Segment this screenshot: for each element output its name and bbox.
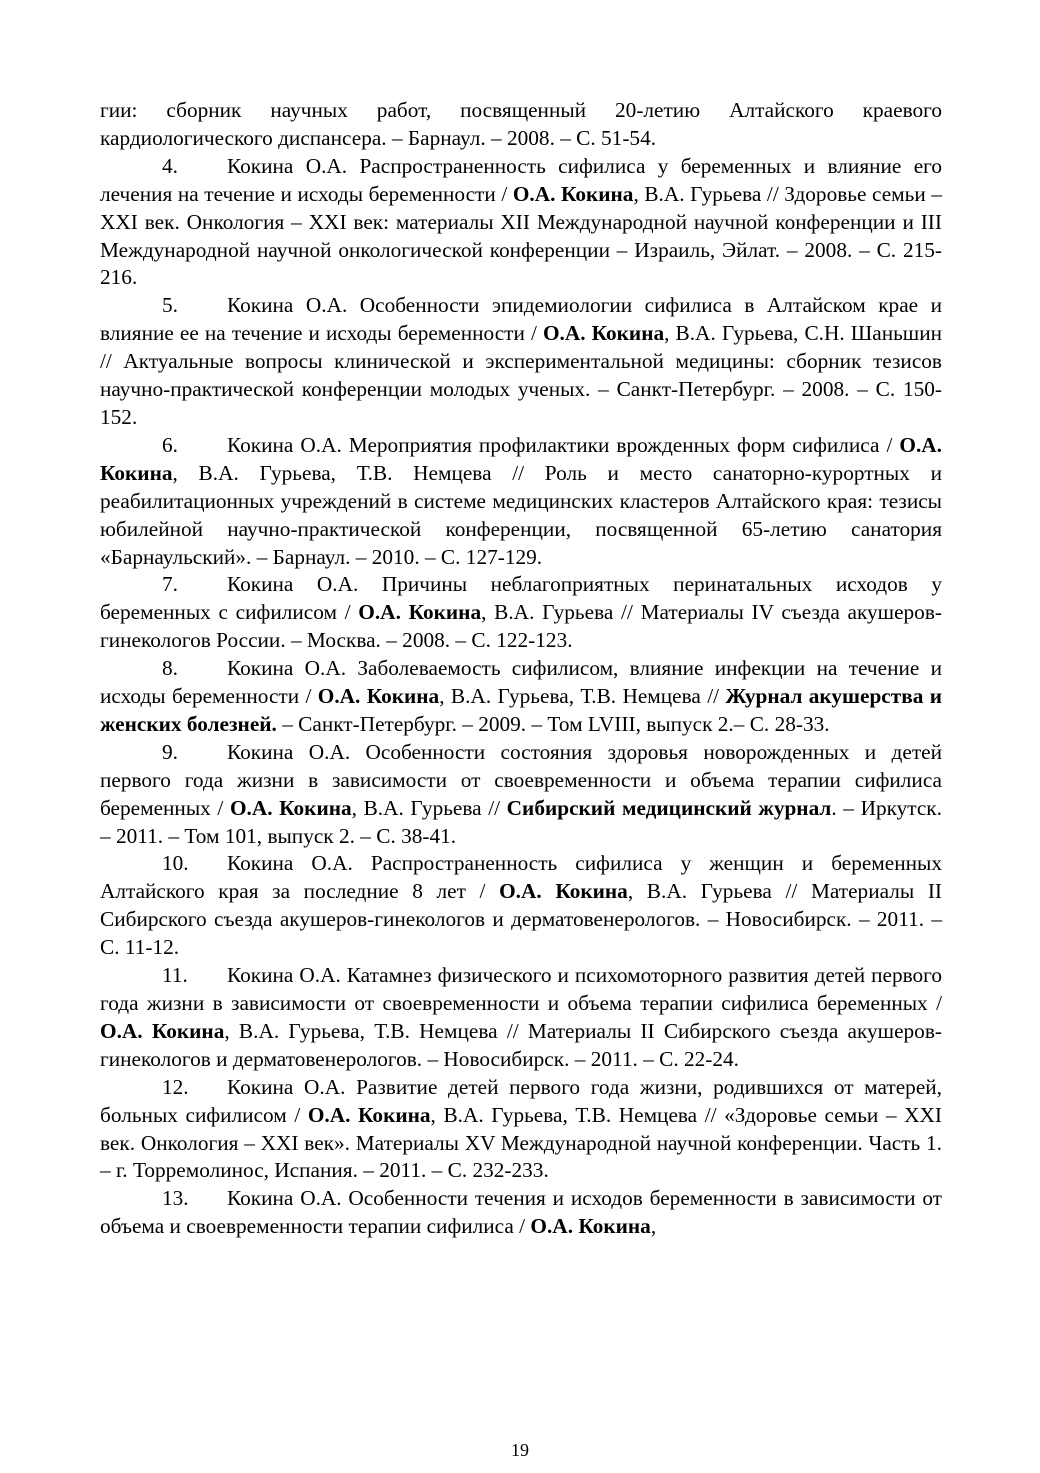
reference-bold-text: О.А. Кокина [512, 181, 634, 206]
reference-text: Кокина О.А. Заболеваемость сифилисом, влияние инфекции на течение и исходы беременности / [100, 656, 942, 709]
reference-bold-text: О.А. Кокина [100, 1018, 225, 1043]
references-list [100, 97, 942, 1241]
reference-number: 8. [162, 656, 178, 681]
reference-text: . – Иркутск. – 2011. – Том 101, выпуск 2. – С. 38-41. [100, 795, 942, 848]
reference-number: 9. [162, 739, 178, 764]
reference-text: , В.А. Гурьева, Т.В. Немцева // Материалы II Сибирского съезда акушеров-гинекологов и дерматовенерологов. – Новосибирск. – 2011. – С. 22-24. [100, 1018, 942, 1071]
reference-text: – Санкт-Петербург. – 2009. – Том LVIII, выпуск 2.– С. 28-33. [276, 711, 830, 736]
reference-entry [100, 432, 942, 572]
reference-bold-text: Сибирский медицинский журнал [506, 795, 832, 820]
reference-text: , В.А. Гурьева // Здоровье семьи – XXI век. Онкология – XXI век: материалы XII Международной научной конференции и III Международной научной онкологической конференции – Израиль, Эйлат. – 2008. – С. 215-216. [100, 181, 942, 290]
reference-number: 11. [162, 963, 188, 988]
reference-text: , В.А. Гурьева, Т.В. Немцева // «Здоровье семьи – XXI век. Онкология – XXI век». Материалы XV Международной научной конференции. Часть 1. – г. Торремолинос, Испания. – 2011. – С. 232-233. [100, 1102, 942, 1183]
reference-text: , [650, 1214, 657, 1239]
reference-entry [100, 655, 942, 739]
reference-number: 12. [162, 1074, 189, 1099]
reference-number: 13. [162, 1186, 189, 1211]
reference-entry [100, 962, 942, 1074]
reference-text: , В.А. Гурьева, Т.В. Немцева // Роль и место санаторно-курортных и реабилитационных учреждений в системе медицинских кластеров Алтайского края: тезисы юбилейной научно-практической конференции, посвященной 65-летию санатория «Барнаульский». – Барнаул. – 2010. – С. 127-129. [100, 460, 942, 569]
reference-text: Кокина О.А. Развитие детей первого года жизни, родившихся от матерей, больных сифилисом / [100, 1074, 942, 1127]
reference-entry [100, 1185, 942, 1241]
reference-bold-text: О.А. Кокина [229, 795, 352, 820]
reference-bold-text: О.А. Кокина [358, 600, 482, 625]
continuation-paragraph: гии: сборник научных работ, посвященный 20-летию Алтайского краевого кардиологического диспансера. – Барнаул. – 2008. – С. 51-54. [100, 98, 942, 150]
reference-text: Кокина О.А. Катамнез физического и психомоторного развития детей первого года жизни в зависимости от своевременности и объема терапии сифилиса беременных / [100, 963, 942, 1015]
reference-number: 7. [162, 572, 178, 597]
reference-entry [100, 1074, 942, 1186]
reference-text: , В.А. Гурьева, С.Н. Шаньшин // Актуальные вопросы клинической и экспериментальной медицины: сборник тезисов научно-практической конференции молодых ученых. – Санкт-Петербург. – 2008. – С. 150-152. [100, 321, 942, 429]
reference-bold-text: О.А. Кокина [542, 321, 665, 346]
reference-bold-text: О.А. Кокина [100, 432, 942, 485]
reference-number: 5. [162, 293, 178, 318]
reference-text: Кокина О.А. Причины неблагоприятных перинатальных исходов у беременных с сифилисом / [100, 572, 942, 625]
reference-number: 10. [162, 851, 189, 876]
reference-bold-text: Журнал акушерства и женских болезней. [100, 684, 942, 736]
reference-number: 4. [162, 153, 178, 178]
reference-text: , В.А. Гурьева // [351, 795, 507, 820]
reference-entry [100, 850, 942, 962]
reference-text: Кокина О.А. Распространенность сифилиса у беременных и влияние его лечения на течение и исходы беременности / [100, 153, 942, 206]
reference-text: , В.А. Гурьева, Т.В. Немцева // [439, 684, 726, 709]
entries-container [100, 153, 942, 1241]
page-number: 19 [511, 1440, 529, 1460]
reference-entry [100, 739, 942, 851]
reference-text: Кокина О.А. Распространенность сифилиса у женщин и беременных Алтайского края за последние 8 лет / [100, 851, 942, 904]
reference-entry [100, 571, 942, 655]
reference-bold-text: О.А. Кокина [530, 1214, 651, 1239]
reference-text: Кокина О.А. Особенности эпидемиологии сифилиса в Алтайском крае и влияние ее на течение и исходы беременности / [100, 293, 942, 346]
reference-text: , В.А. Гурьева // Материалы II Сибирского съезда акушеров-гинекологов и дерматовенерологов. – Новосибирск. – 2011. – С. 11-12. [100, 879, 943, 960]
reference-text: , В.А. Гурьева // Материалы IV съезда акушеров-гинекологов России. – Москва. – 2008. – С. 122-123. [100, 600, 942, 653]
reference-number: 6. [162, 432, 178, 457]
reference-bold-text: О.А. Кокина [307, 1102, 431, 1127]
reference-text: Кокина О.А. Особенности течения и исходов беременности в зависимости от объема и своевременности терапии сифилиса / [100, 1186, 942, 1239]
reference-bold-text: О.А. Кокина [499, 879, 628, 904]
reference-text: Кокина О.А. Особенности состояния здоровья новорожденных и детей первого года жизни в зависимости от своевременности и объема терапии сифилиса беременных / [100, 739, 942, 820]
reference-entry [100, 292, 942, 432]
reference-bold-text: О.А. Кокина [317, 684, 440, 709]
reference-text: Кокина О.А. Мероприятия профилактики врожденных форм сифилиса / [227, 432, 900, 457]
reference-entry [100, 153, 942, 293]
